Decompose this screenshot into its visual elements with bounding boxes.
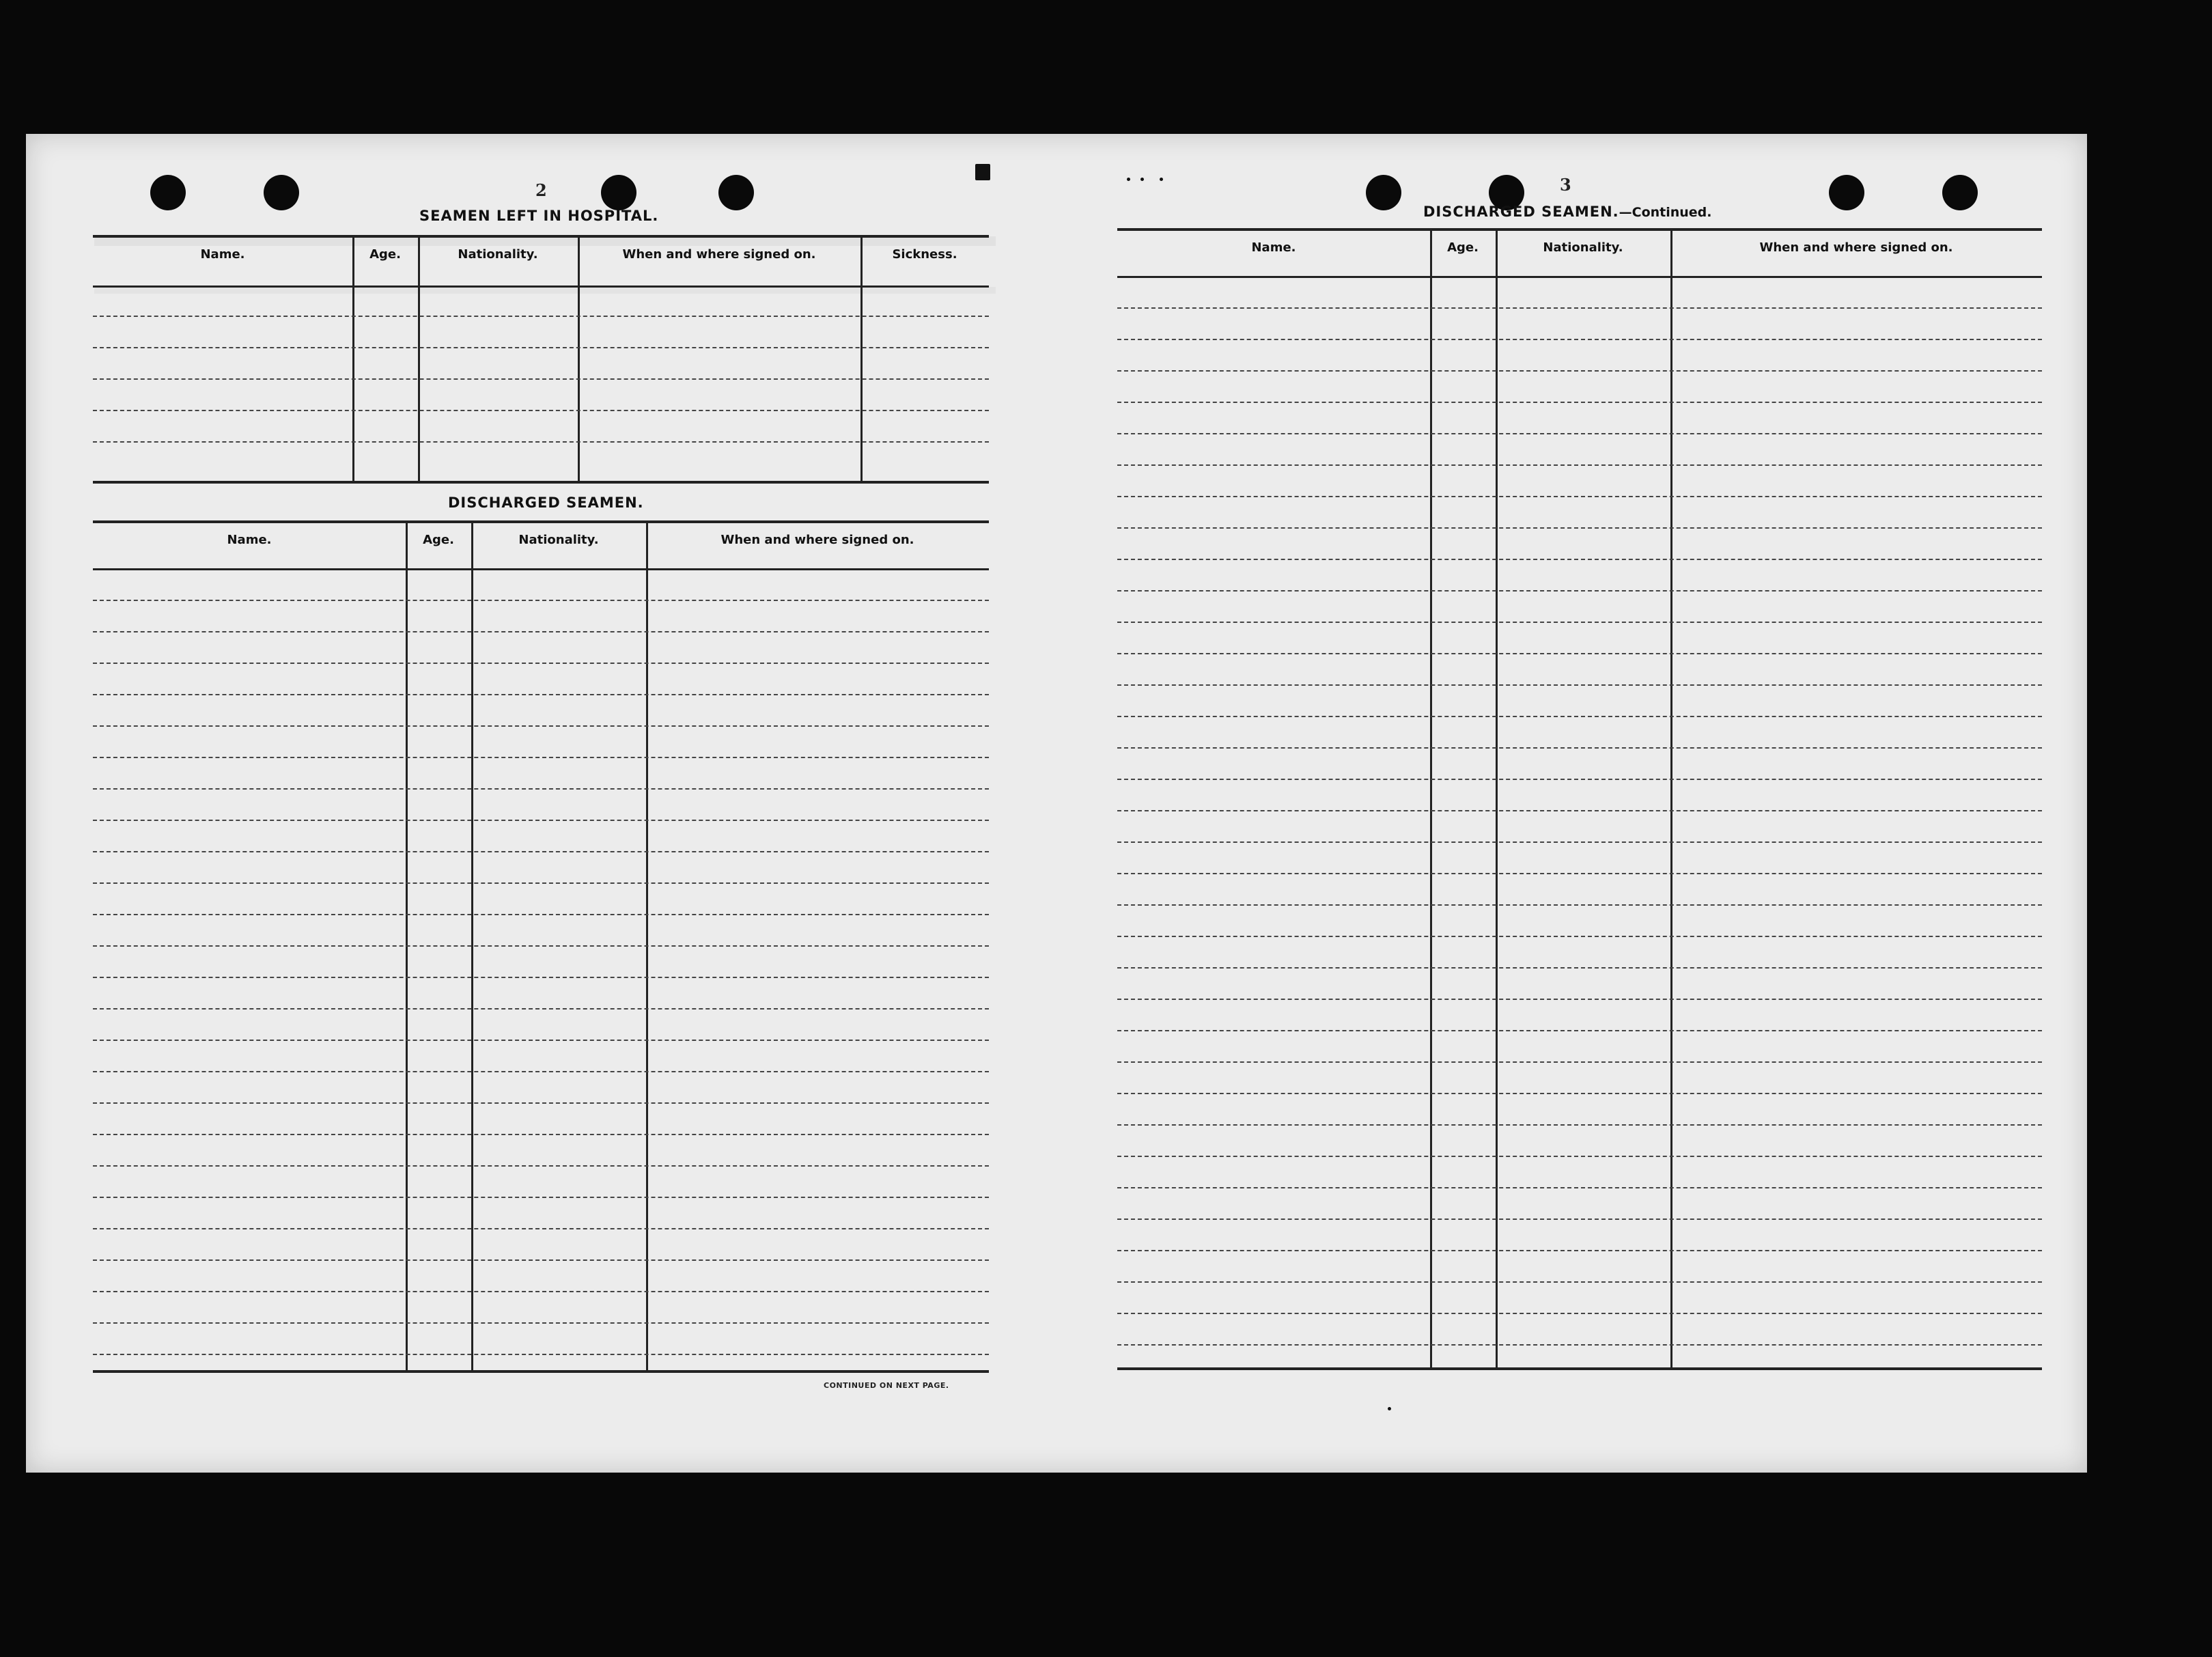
column-header-age: Age. <box>369 247 401 262</box>
entry-line <box>93 757 989 758</box>
discharged-continued-title <box>1423 204 1712 220</box>
entry-line <box>93 1165 989 1167</box>
column-header-name: Name. <box>1251 240 1296 255</box>
entry-line <box>1117 433 2042 434</box>
entry-line <box>93 851 989 852</box>
page-number: 3 <box>1560 175 1571 195</box>
punch-hole <box>718 175 754 210</box>
entry-line <box>1117 841 2042 843</box>
punch-hole <box>264 175 299 210</box>
title-suffix: —Continued. <box>1619 205 1712 220</box>
entry-line <box>93 914 989 915</box>
ink-speck <box>1388 1407 1391 1410</box>
column-header-signed-on: When and where signed on. <box>1759 240 1953 255</box>
column-header-age: Age. <box>1447 240 1479 255</box>
column-header-age: Age. <box>423 533 454 547</box>
entry-line <box>93 882 989 884</box>
punch-hole <box>1942 175 1978 210</box>
punch-hole <box>601 175 636 210</box>
entry-line <box>93 1040 989 1041</box>
entry-line <box>93 1008 989 1009</box>
table-header <box>1117 231 2042 278</box>
ink-speck <box>975 164 990 180</box>
entry-line <box>93 977 989 978</box>
entry-line <box>93 725 989 727</box>
entry-line <box>1117 716 2042 717</box>
column-divider <box>418 238 420 481</box>
page-number: 2 <box>535 180 547 200</box>
entry-line <box>93 945 989 947</box>
column-header-signed-on: When and where signed on. <box>720 533 914 547</box>
column-header-sickness: Sickness. <box>892 247 957 262</box>
punch-hole <box>1366 175 1401 210</box>
entry-line <box>93 410 989 411</box>
entry-line <box>1117 559 2042 560</box>
entry-line <box>1117 810 2042 811</box>
entry-line <box>1117 779 2042 780</box>
column-divider <box>860 238 863 481</box>
entry-line <box>93 631 989 632</box>
entry-line <box>1117 684 2042 686</box>
entry-line <box>93 600 989 601</box>
entry-line <box>93 1228 989 1229</box>
entry-line <box>1117 1219 2042 1220</box>
entry-line <box>1117 1093 2042 1094</box>
entry-line <box>1117 1281 2042 1283</box>
discharged-section-title: DISCHARGED SEAMEN. <box>448 495 644 511</box>
entry-line <box>1117 936 2042 937</box>
entry-line <box>1117 904 2042 906</box>
entry-line <box>1117 747 2042 749</box>
entry-line <box>1117 1313 2042 1314</box>
ink-speck <box>1140 178 1144 181</box>
entry-line <box>93 1354 989 1355</box>
entry-line <box>1117 1124 2042 1126</box>
entry-line <box>1117 999 2042 1000</box>
column-header-nationality: Nationality. <box>458 247 538 262</box>
column-header-signed-on: When and where signed on. <box>622 247 816 262</box>
entry-line <box>1117 370 2042 372</box>
column-header-name: Name. <box>227 533 272 547</box>
column-divider <box>471 523 473 1370</box>
table-header <box>93 238 989 288</box>
discharged-table <box>93 520 989 1373</box>
column-header-name: Name. <box>200 247 245 262</box>
entry-line <box>1117 1344 2042 1346</box>
entry-line <box>93 1071 989 1072</box>
punch-hole <box>150 175 186 210</box>
column-header-nationality: Nationality. <box>1543 240 1623 255</box>
entry-line <box>1117 527 2042 529</box>
punch-hole <box>1829 175 1864 210</box>
table-header <box>93 523 989 570</box>
entry-line <box>93 788 989 790</box>
entry-line <box>1117 873 2042 874</box>
entry-line <box>1117 307 2042 309</box>
entry-line <box>1117 402 2042 403</box>
entry-line <box>93 1102 989 1104</box>
entry-line <box>93 663 989 664</box>
title-main: DISCHARGED SEAMEN. <box>1423 204 1619 220</box>
entry-line <box>1117 1156 2042 1157</box>
entry-line <box>93 820 989 821</box>
entry-line <box>1117 1250 2042 1251</box>
column-divider <box>646 523 648 1370</box>
document-sheet <box>26 134 2087 1473</box>
entry-line <box>93 441 989 443</box>
entry-line <box>1117 496 2042 497</box>
entry-line <box>1117 967 2042 969</box>
entry-line <box>1117 1187 2042 1188</box>
entry-line <box>93 316 989 317</box>
entry-line <box>1117 653 2042 654</box>
column-divider <box>578 238 580 481</box>
entry-line <box>93 1197 989 1198</box>
entry-line <box>93 1322 989 1324</box>
entry-line <box>93 378 989 380</box>
entry-line <box>93 1291 989 1292</box>
entry-line <box>1117 622 2042 623</box>
entry-line <box>1117 1030 2042 1031</box>
entry-line <box>1117 590 2042 591</box>
entry-line <box>93 347 989 348</box>
hospital-section-title: SEAMEN LEFT IN HOSPITAL. <box>419 208 659 224</box>
discharged-continued-table <box>1117 228 2042 1370</box>
entry-line <box>1117 1061 2042 1063</box>
entry-line <box>1117 339 2042 340</box>
entry-line <box>93 1134 989 1135</box>
entry-line <box>93 1259 989 1261</box>
hospital-table <box>93 235 989 484</box>
entry-line <box>93 694 989 695</box>
column-divider <box>406 523 408 1370</box>
ink-speck <box>1160 178 1163 181</box>
column-divider <box>352 238 354 481</box>
ink-speck <box>1127 178 1130 181</box>
entry-line <box>1117 464 2042 466</box>
continued-note: CONTINUED ON NEXT PAGE. <box>824 1381 949 1390</box>
column-header-nationality: Nationality. <box>518 533 599 547</box>
